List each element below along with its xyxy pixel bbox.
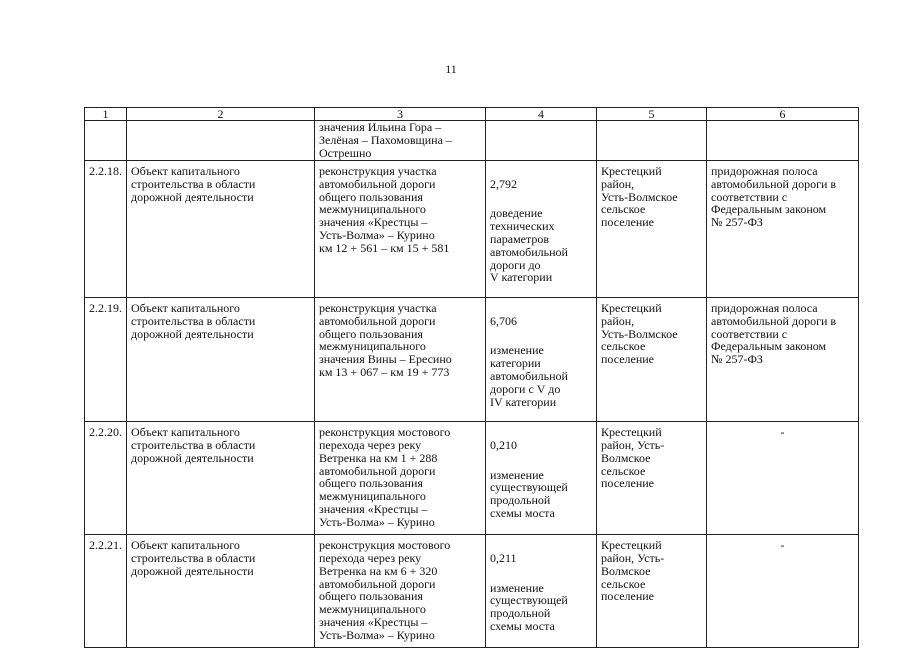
length-value: 6,706 [490,313,517,328]
location-cell: Крестецкий район, Усть-Волмское сельское поселение [597,161,707,298]
value-cell [486,297,597,421]
table-row [85,535,859,648]
continuation-work-cell: значения Ильина Гора – Зелёная – Пахомовщина – Острешно [315,121,486,161]
work-description-cell: реконструкция мостового перехода через реку Ветренка на км 6 + 320 автомобильной дороги общего пользования межмуниципального значения «Крестцы – Усть-Волма» – Курино [315,535,486,648]
location-cell: Крестецкий район, Усть- Волмское сельское поселение [597,535,707,648]
table-header-row [85,108,859,121]
planning-table [84,107,859,648]
column-header-3: 3 [315,108,486,121]
table-row [85,297,859,421]
value-description: изменение категории автомобильной дороги с V до IV категории [490,343,568,409]
continuation-cell-4 [486,121,597,161]
table-row [85,422,859,535]
column-header-5: 5 [597,108,707,121]
object-type-cell: Объект капитального строительства в области дорожной деятельности [127,422,315,535]
value-cell [486,161,597,298]
length-value: 2,792 [490,176,517,191]
continuation-cell-5 [597,121,707,161]
continuation-cell-2 [127,121,315,161]
row-number: 2.2.19. [85,297,127,421]
column-header-1: 1 [85,108,127,121]
row-number: 2.2.21. [85,535,127,648]
zone-cell: придорожная полоса автомобильной дороги в соответствии с Федеральным законом № 257-ФЗ [707,297,859,421]
continuation-cell-6 [707,121,859,161]
work-description-cell: реконструкция участка автомобильной дороги общего пользования межмуниципального значения «Крестцы – Усть-Волма» – Курино км 12 + 561 – км 15 + 581 [315,161,486,298]
column-header-2: 2 [127,108,315,121]
work-description-cell: реконструкция мостового перехода через реку Ветренка на км 1 + 288 автомобильной дороги общего пользования межмуниципального значения «Крестцы – Усть-Волма» – Курино [315,422,486,535]
value-description: изменение существующей продольной схемы моста [490,467,568,520]
column-header-4: 4 [486,108,597,121]
object-type-cell: Объект капитального строительства в области дорожной деятельности [127,161,315,298]
table-row [85,161,859,298]
row-number: 2.2.20. [85,422,127,535]
zone-cell: - [707,422,859,535]
row-number: 2.2.18. [85,161,127,298]
value-cell [486,535,597,648]
length-value: 0,210 [490,437,517,452]
zone-cell: - [707,535,859,648]
object-type-cell: Объект капитального строительства в области дорожной деятельности [127,297,315,421]
page-number: 11 [445,62,457,76]
object-type-cell: Объект капитального строительства в области дорожной деятельности [127,535,315,648]
column-header-6: 6 [707,108,859,121]
zone-cell: придорожная полоса автомобильной дороги в соответствии с Федеральным законом № 257-ФЗ [707,161,859,298]
continuation-row [85,121,859,161]
location-cell: Крестецкий район, Усть-Волмское сельское поселение [597,297,707,421]
value-description: изменение существующей продольной схемы моста [490,580,568,633]
continuation-cell-1 [85,121,127,161]
length-value: 0,211 [490,550,517,565]
value-description: доведение технических параметров автомобильной дороги до V категории [490,206,568,285]
location-cell: Крестецкий район, Усть- Волмское сельское поселение [597,422,707,535]
value-cell [486,422,597,535]
work-description-cell: реконструкция участка автомобильной дороги общего пользования межмуниципального значения Вины – Ересино км 13 + 067 – км 19 + 773 [315,297,486,421]
